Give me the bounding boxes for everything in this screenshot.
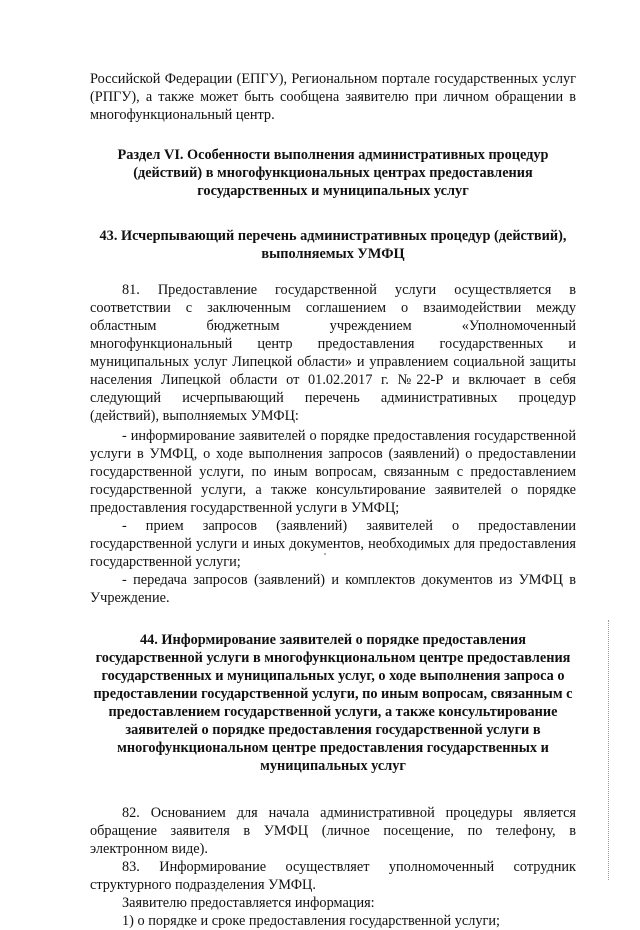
section-heading: Раздел VI. Особенности выполнения административных процедур (действий) в многофункциональных центрах предоставления государственных и муниципальных услуг: [117, 147, 549, 199]
bullet-list-81: [90, 427, 576, 607]
paragraph-83: 83. Информирование осуществляет уполномоченный сотрудник структурного подразделения УМФЦ.: [90, 859, 576, 893]
scan-edge-mark: [608, 620, 610, 880]
paragraph-info: Заявителю предоставляется информация:: [122, 895, 375, 911]
intro-paragraph: Российской Федерации (ЕПГУ), Региональном портале государственных услуг (РПГУ), а также может быть сообщена заявителю при личном обращении в многофункциональный центр.: [90, 71, 576, 123]
bullet-item: - прием запросов (заявлений) заявителей о предоставлении государственной услуги и иных документов, необходимых для предоставления государственной услуги;: [90, 518, 576, 570]
bullet-item: - информирование заявителей о порядке предоставления государственной услуги в УМФЦ, о ходе выполнения запросов (заявлений) о предоставлении государственной услуги, по иным вопросам, связанным с предоставлением государственной услуги, а также консультирование заявителей о порядке предоставления государственной услуги в УМФЦ;: [90, 428, 576, 516]
document-body: [90, 70, 576, 930]
heading-43: 43. Исчерпывающий перечень административных процедур (действий), выполняемых УМФЦ: [99, 228, 567, 262]
paragraph-81: 81. Предоставление государственной услуги осуществляется в соответствии с заключенным соглашением о взаимодействии между областным бюджетным учреждением «Уполномоченный многофункциональный центр предоставления государственных и муниципальных услуг Липецкой области» и управлением социальной защиты населения Липецкой области от 01.02.2017 г. №22-Р и включает в себя следующий исчерпывающий перечень административных процедур (действий), выполняемых УМФЦ:: [90, 282, 576, 424]
heading-44: 44. Информирование заявителей о порядке предоставления государственной услуги в многофункциональном центре предоставления государственных и муниципальных услуг, о ходе выполнения запроса о предоставлении государственной услуги, по иным вопросам, связанным с предоставлением государственной услуги, а также консультирование заявителей о порядке предоставления государственной услуги в многофункциональном центре предоставления государственных и муниципальных услуг: [93, 632, 573, 774]
list-item-1: 1) о порядке и сроке предоставления государственной услуги;: [122, 913, 500, 929]
scan-dot-mark: [324, 553, 326, 555]
paragraph-82: 82. Основанием для начала административной процедуры является обращение заявителя в УМФЦ (личное посещение, по телефону, в электронном виде).: [90, 805, 576, 857]
bullet-item: - передача запросов (заявлений) и комплектов документов из УМФЦ в Учреждение.: [90, 572, 576, 606]
